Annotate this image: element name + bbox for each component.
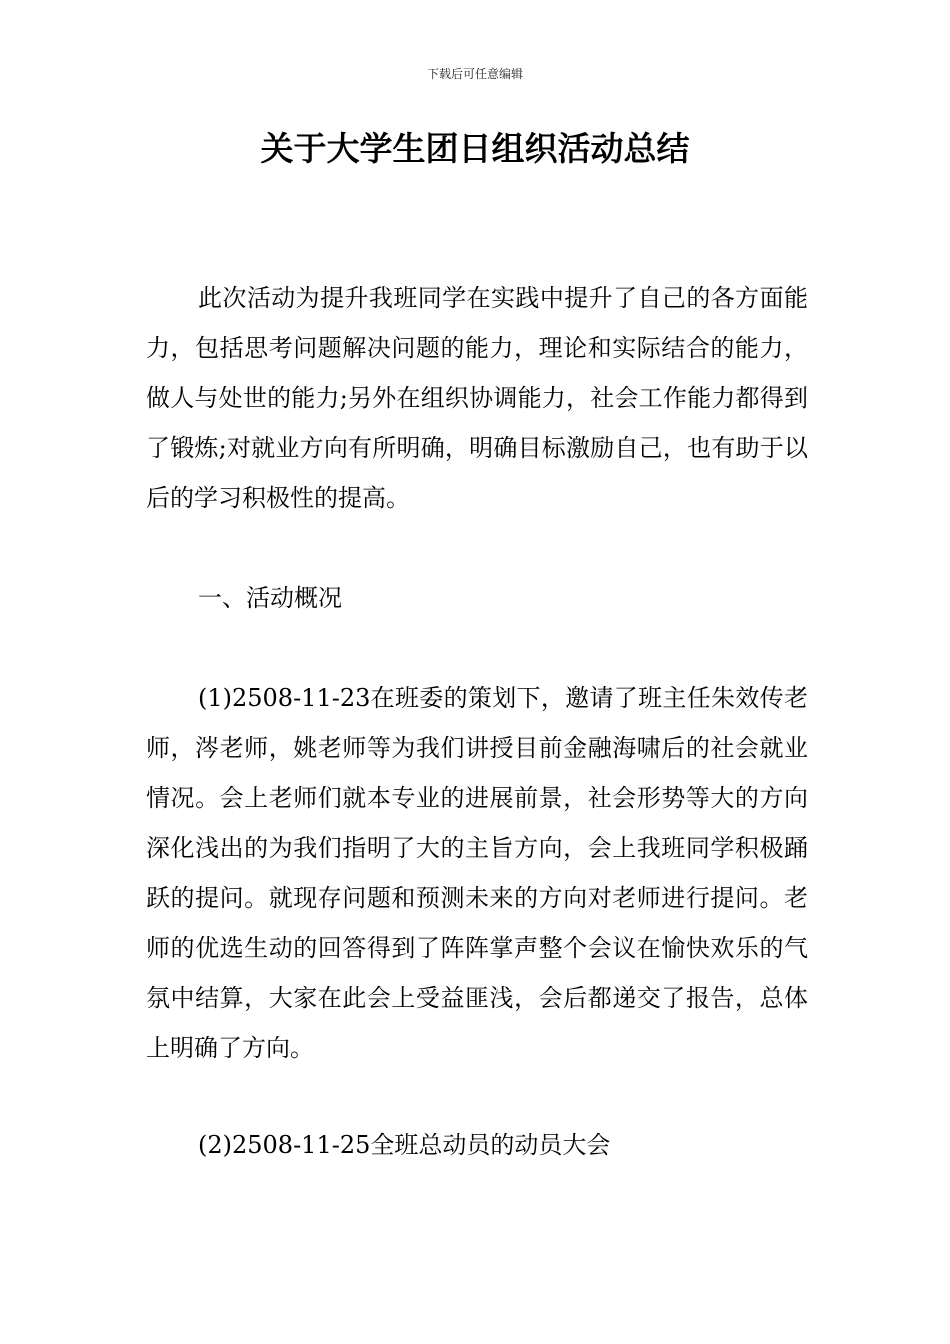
section-heading: 一、活动概况 <box>198 584 342 612</box>
intro-paragraph: 此次活动为提升我班同学在实践中提升了自己的各方面能力，包括思考问题解决问题的能力，理论和实际结合的能力，做人与处世的能力;另外在组织协调能力，社会工作能力都得到了锻炼;对就业方向有所明确，明确目标激励自己，也有助于以后的学习积极性的提高。 <box>146 284 808 512</box>
activity-item-paragraph: (1)2508-11-23在班委的策划下，邀请了班主任朱效传老师，涔老师，姚老师等为我们讲授目前金融海啸后的社会就业情况。会上老师们就本专业的进展前景，社会形势等大的方向深化浅出的为我们指明了大的主旨方向，会上我班同学积极踊跃的提问。就现存问题和预测未来的方向对老师进行提问。老师的优选生动的回答得到了阵阵掌声整个会议在愉快欢乐的气氛中结算，大家在此会上受益匪浅，会后都递交了报告，总体上明确了方向。 <box>146 684 808 1062</box>
document-title: 关于大学生团日组织活动总结 <box>260 129 690 168</box>
activity-item-paragraph: (2)2508-11-25全班总动员的动员大会 <box>198 1131 611 1159</box>
page-header-note: 下载后可任意编辑 <box>426 67 523 81</box>
